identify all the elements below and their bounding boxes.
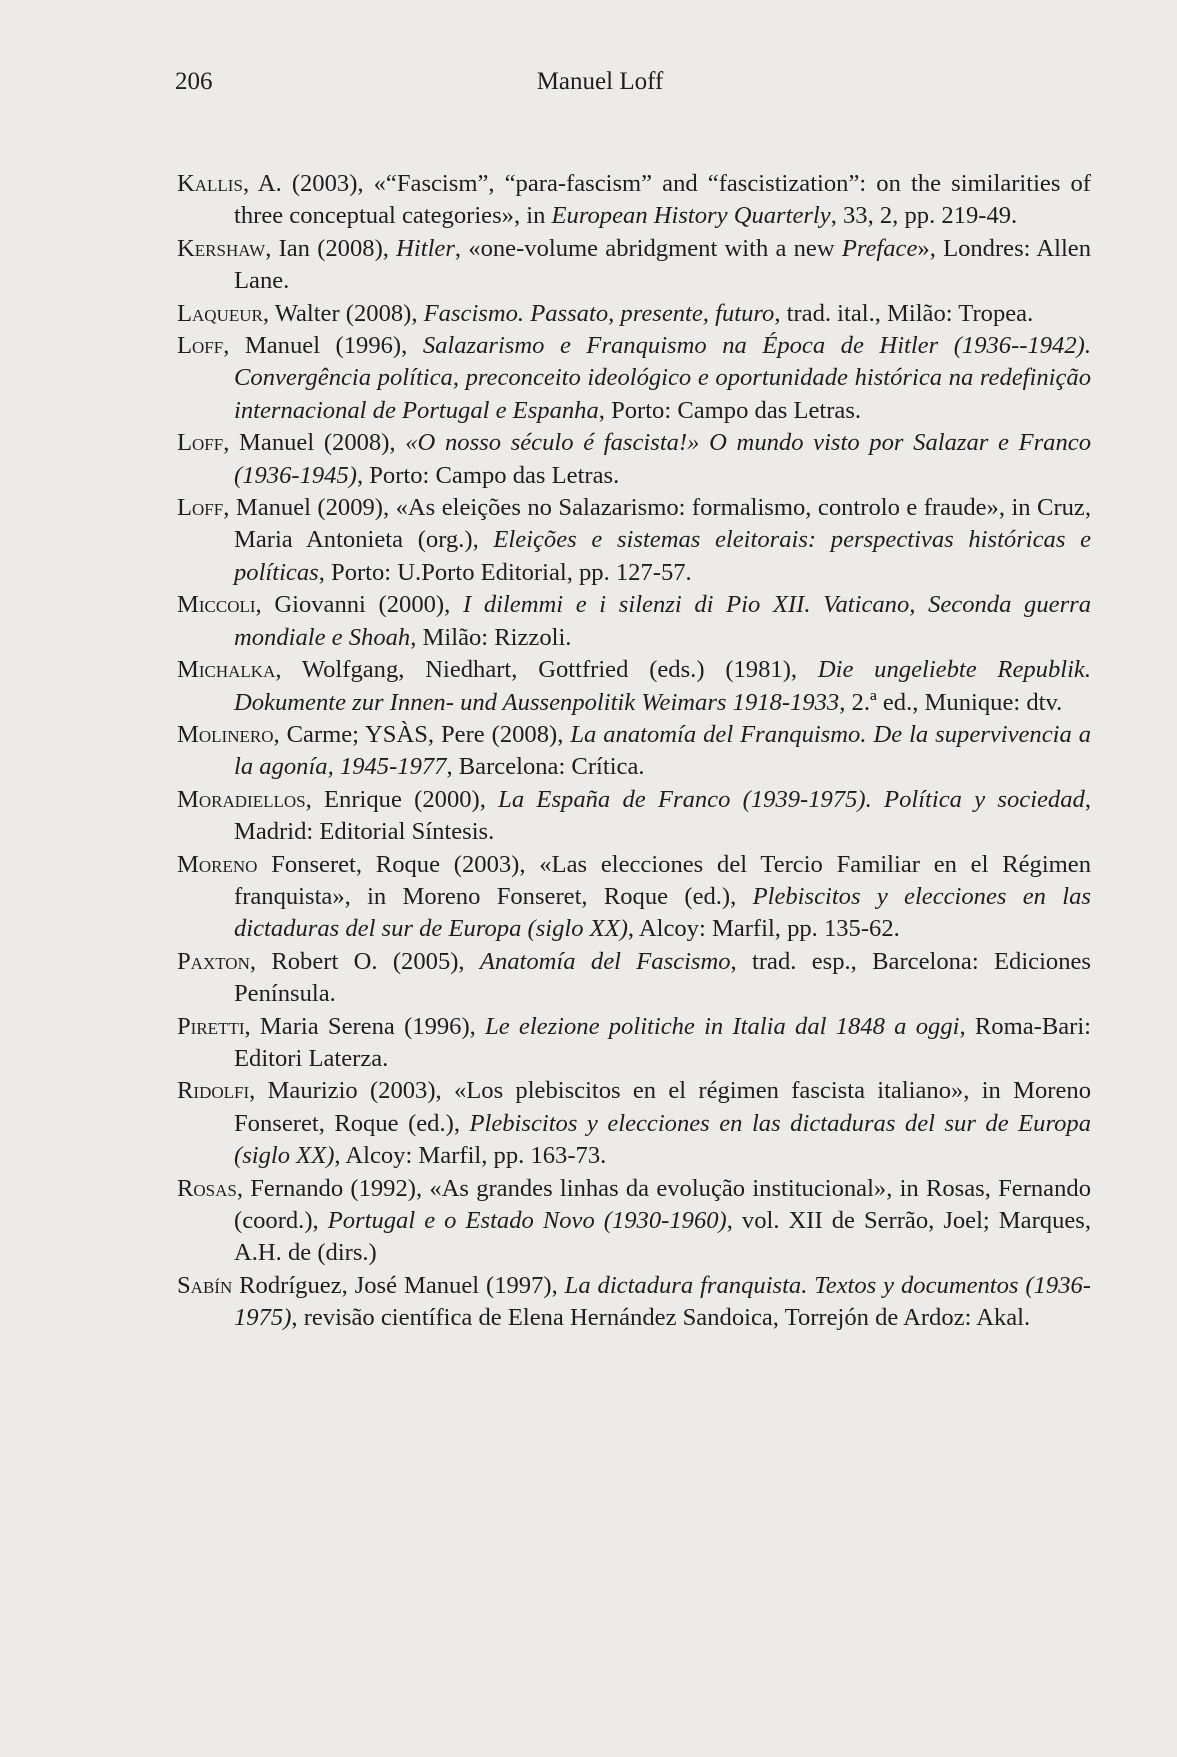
reference-title: Salazarismo e Franquismo na Época de Hitler (1936--1942). Convergência política, preconceito ideológico e oportunidade histórica na redefinição internacional de Portugal e Espanha xyxy=(234,332,1091,424)
reference-text: , Manuel (1996), xyxy=(223,332,423,360)
reference-title: Eleições e sistemas eleitorais: perspectivas históricas e políticas xyxy=(234,526,1092,586)
reference-text: , Porto: Campo das Letras. xyxy=(598,396,862,424)
reference-entry xyxy=(177,1270,1091,1335)
reference-entry xyxy=(177,1075,1091,1172)
reference-author: Ridolfi xyxy=(177,1077,250,1105)
reference-entry xyxy=(177,427,1091,492)
reference-entry xyxy=(177,1173,1091,1270)
reference-title: Fascismo. Passato, presente, futuro xyxy=(423,299,775,327)
reference-author: Kershaw xyxy=(177,234,266,262)
reference-text: , A. (2003), «“Fascism”, “para-fascism” and “fascistization”: on the similarities of three conceptual categories», in xyxy=(234,170,1091,230)
reference-title: La España de Franco (1939-1975). Política y sociedad xyxy=(498,785,1085,813)
reference-text: , Giovanni (2000), xyxy=(255,591,463,619)
reference-title: Anatomía del Fascismo xyxy=(479,947,731,975)
reference-text: , 2.ª ed., Munique: dtv. xyxy=(839,688,1063,716)
reference-text: , Manuel (2009), «As eleições no Salazarismo: formalismo, controlo e fraude», in Cruz, Maria Antonieta (org.), xyxy=(223,494,1091,554)
reference-text: , Manuel (2008), xyxy=(223,429,406,457)
reference-text: , Robert O. (2005), xyxy=(249,947,480,975)
reference-text: , vol. XII de Serrão, Joel; Marques, A.H. de (dirs.) xyxy=(234,1207,1092,1267)
reference-title: Plebiscitos y elecciones en las dictaduras del sur de Europa (siglo XX) xyxy=(234,1109,1091,1170)
reference-author: Laqueur xyxy=(177,299,263,327)
reference-title: European History Quarterly xyxy=(551,202,831,230)
reference-author: Moreno xyxy=(177,850,258,878)
reference-title: Plebiscitos y elecciones en las dictaduras del sur de Europa (siglo XX) xyxy=(234,882,1091,943)
reference-text: , Madrid: Editorial Síntesis. xyxy=(234,785,1091,846)
reference-text: , Carme; YSÀS, Pere (2008), xyxy=(273,720,571,748)
reference-entry xyxy=(177,849,1091,946)
reference-entry xyxy=(177,589,1091,654)
reference-title: Portugal e o Estado Novo (1930-1960) xyxy=(327,1207,727,1234)
reference-title: Hitler xyxy=(396,234,455,262)
reference-text: , revisão científica de Elena Hernández Sandoica, Torrejón de Ardoz: Akal. xyxy=(291,1304,1031,1332)
reference-title: «O nosso século é fascista!» O mundo visto por Salazar e Franco (1936-1945) xyxy=(234,429,1091,489)
reference-title: Preface xyxy=(841,234,918,262)
reference-entry xyxy=(177,1011,1091,1076)
reference-text: , trad. esp., Barcelona: Ediciones Península. xyxy=(234,947,1091,1008)
reference-title: Le elezione politiche in Italia dal 1848 a oggi xyxy=(485,1012,960,1040)
reference-entry xyxy=(177,719,1091,784)
reference-text: , Walter (2008), xyxy=(262,299,424,327)
reference-author: Sabín xyxy=(177,1271,233,1299)
reference-text: , trad. ital., Milão: Tropea. xyxy=(774,299,1034,327)
reference-text: Fonseret, Roque (2003), «Las elecciones del Tercio Familiar en el Régimen franquista», in Moreno Fonseret, Roque (ed.), xyxy=(234,850,1091,910)
reference-text: , Maria Serena (1996), xyxy=(244,1012,486,1040)
running-header-title: Manuel Loff xyxy=(536,68,664,95)
reference-text: , Ian (2008), xyxy=(265,234,397,262)
reference-author: Loff xyxy=(177,332,224,360)
reference-text: , Barcelona: Crítica. xyxy=(446,753,645,781)
reference-title: La dictadura franquista. Textos y documentos (1936-1975) xyxy=(234,1271,1091,1332)
reference-entry xyxy=(177,492,1091,589)
reference-author: Miccoli xyxy=(177,591,256,619)
reference-title: Die ungeliebte Republik. Dokumente zur Innen- und Aussenpolitik Weimars 1918-1933 xyxy=(234,656,1091,716)
reference-text: , Enrique (2000), xyxy=(305,785,499,813)
reference-text: , «one-volume abridgment with a new xyxy=(454,234,842,262)
reference-text: », Londres: Allen Lane. xyxy=(234,234,1091,295)
reference-text: , Porto: Campo das Letras. xyxy=(356,461,620,489)
reference-text: , Porto: U.Porto Editorial, pp. 127-57. xyxy=(318,558,692,586)
reference-author: Piretti xyxy=(177,1012,245,1040)
reference-author: Loff xyxy=(177,494,224,522)
reference-text: Rodríguez, José Manuel (1997), xyxy=(232,1271,565,1299)
reference-entry xyxy=(177,330,1091,427)
reference-entry xyxy=(177,233,1091,298)
reference-text: , Alcoy: Marfil, pp. 163-73. xyxy=(334,1142,607,1170)
reference-author: Molinero xyxy=(177,720,274,748)
reference-entry xyxy=(177,168,1091,233)
reference-entry xyxy=(177,654,1091,719)
reference-author: Paxton xyxy=(177,947,250,975)
reference-entry xyxy=(177,784,1091,849)
reference-text: , 33, 2, pp. 219-49. xyxy=(830,202,1018,230)
reference-text: , Roma-Bari: Editori Laterza. xyxy=(234,1012,1091,1072)
reference-text: , Maurizio (2003), «Los plebiscitos en el régimen fascista italiano», in Moreno Fonseret, Roque (ed.), xyxy=(234,1077,1091,1137)
reference-title: I dilemmi e i silenzi di Pio XII. Vaticano, Seconda guerra mondiale e Shoah xyxy=(234,591,1092,651)
reference-author: Loff xyxy=(177,429,224,457)
reference-author: Kallis xyxy=(177,170,243,197)
reference-text: , Alcoy: Marfil, pp. 135-62. xyxy=(627,915,900,943)
reference-entry xyxy=(177,946,1091,1011)
reference-title: La anatomía del Franquismo. De la supervivencia a la agonía, 1945-1977 xyxy=(234,720,1091,781)
bibliography-list xyxy=(177,168,1091,1335)
reference-author: Rosas xyxy=(177,1174,237,1202)
reference-author: Moradiellos xyxy=(177,785,306,813)
reference-entry xyxy=(177,298,1091,330)
reference-text: , Milão: Rizzoli. xyxy=(410,623,572,651)
reference-text: , Fernando (1992), «As grandes linhas da evolução institucional», in Rosas, Fernando (coord.), xyxy=(234,1174,1091,1234)
page-number: 206 xyxy=(175,68,213,95)
reference-text: , Wolfgang, Niedhart, Gottfried (eds.) (1981), xyxy=(275,656,818,684)
reference-author: Michalka xyxy=(177,656,276,684)
